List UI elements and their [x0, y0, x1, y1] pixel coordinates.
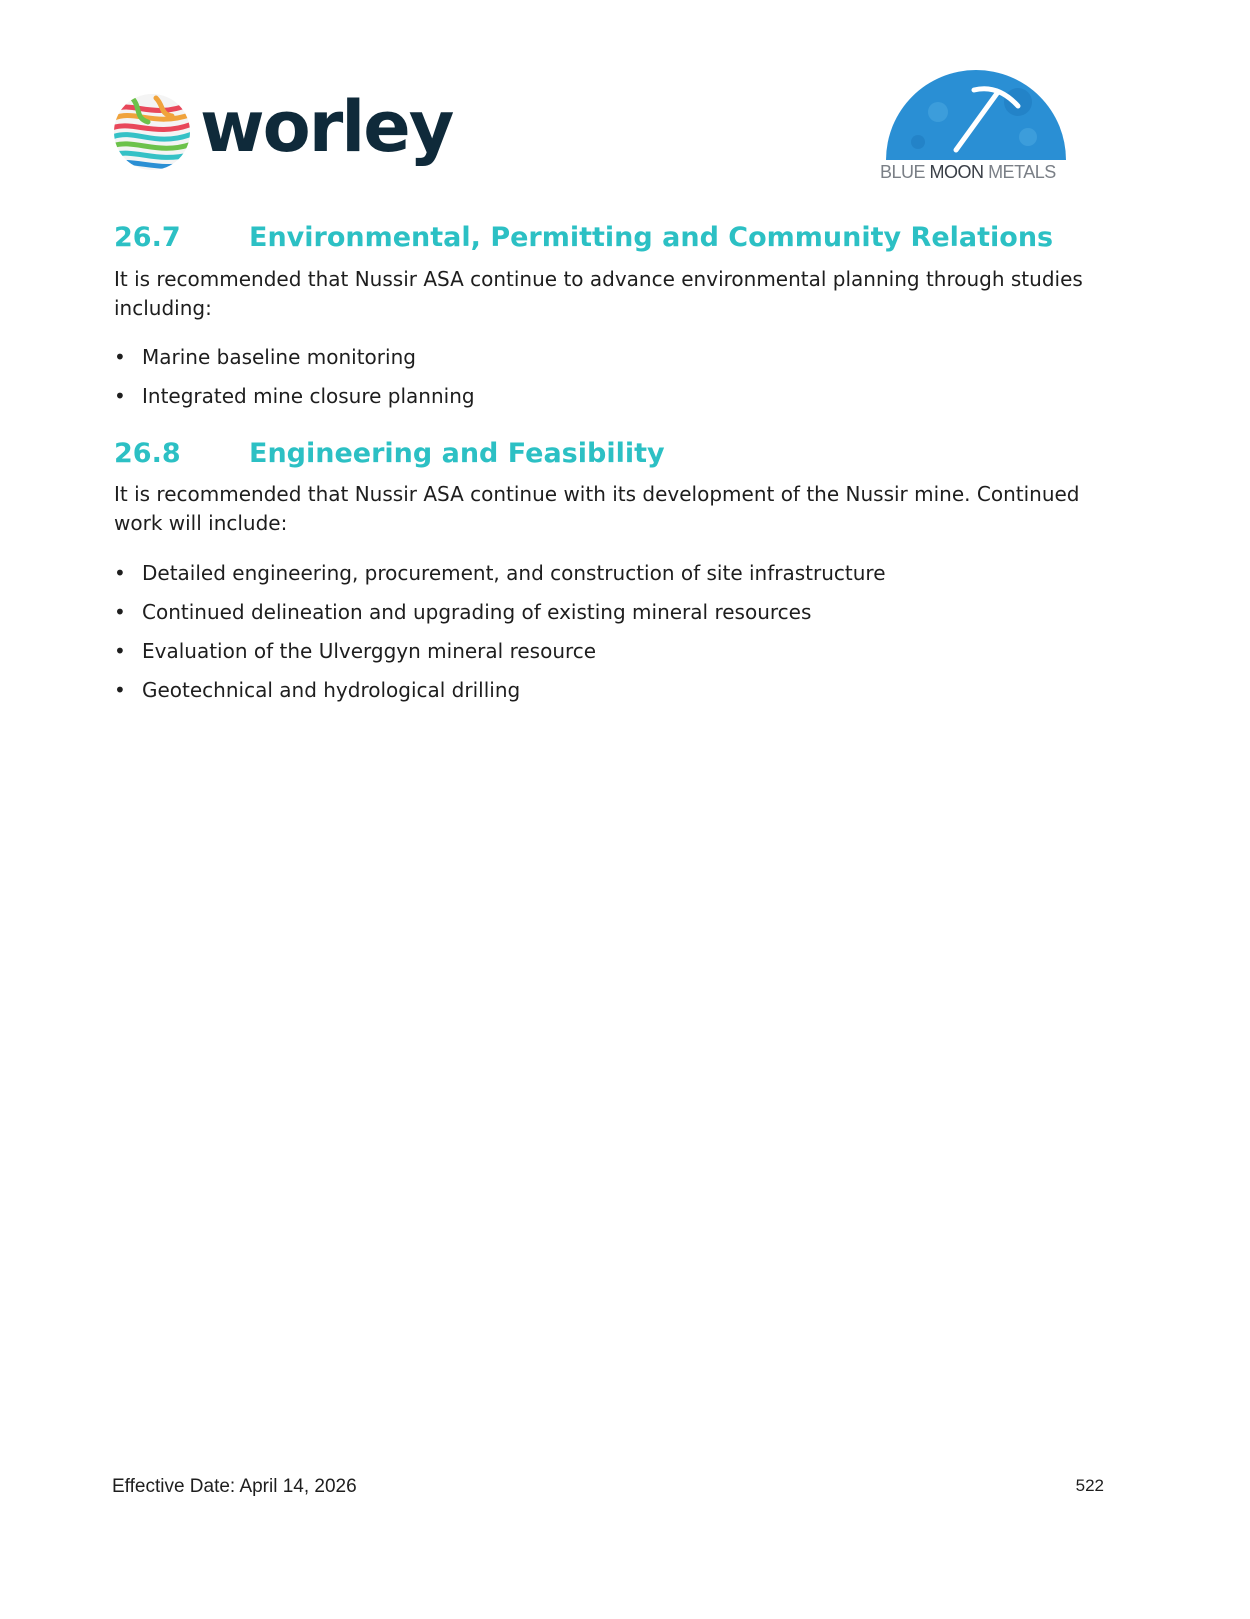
list-item: • Continued delineation and upgrading of existing mineral resources	[114, 598, 886, 637]
list-item: • Integrated mine closure planning	[114, 382, 475, 421]
section-title: Environmental, Permitting and Community Relations	[249, 222, 1054, 253]
bullet-icon: •	[114, 639, 126, 663]
footer-effective-date: Effective Date: April 14, 2026	[112, 1476, 357, 1497]
bullet-icon: •	[114, 561, 126, 585]
bullet-icon: •	[114, 600, 126, 624]
bullet-list	[114, 343, 475, 421]
worley-logo	[112, 88, 452, 178]
bullet-icon: •	[114, 345, 126, 369]
bullet-icon: •	[114, 384, 126, 408]
bullet-icon: •	[114, 678, 126, 702]
list-item: • Evaluation of the Ulverggyn mineral resource	[114, 637, 886, 676]
section-intro-paragraph: It is recommended that Nussir ASA continue to advance environmental planning through studies including:	[114, 267, 1083, 320]
blue-moon-metals-logo	[878, 62, 1074, 192]
list-item: • Marine baseline monitoring	[114, 343, 475, 382]
blue-moon-metals-wordmark: BLUE MOON METALS	[880, 162, 1056, 182]
section-heading-26-8	[114, 438, 665, 469]
worley-globe-icon	[112, 92, 192, 172]
footer-page-number: 522	[1075, 1476, 1104, 1495]
list-item: • Geotechnical and hydrological drilling	[114, 676, 886, 715]
section-intro-paragraph: It is recommended that Nussir ASA continue with its development of the Nussir mine. Continued work will include:	[114, 482, 1080, 535]
section-number: 26.8	[114, 438, 181, 469]
section-title: Engineering and Feasibility	[249, 438, 665, 469]
bullet-list	[114, 559, 886, 715]
section-number: 26.7	[114, 222, 181, 253]
worley-wordmark: worley	[200, 86, 453, 168]
list-item: • Detailed engineering, procurement, and construction of site infrastructure	[114, 559, 886, 598]
section-heading-26-7	[114, 222, 1053, 253]
moon-pickaxe-icon	[878, 62, 1074, 162]
